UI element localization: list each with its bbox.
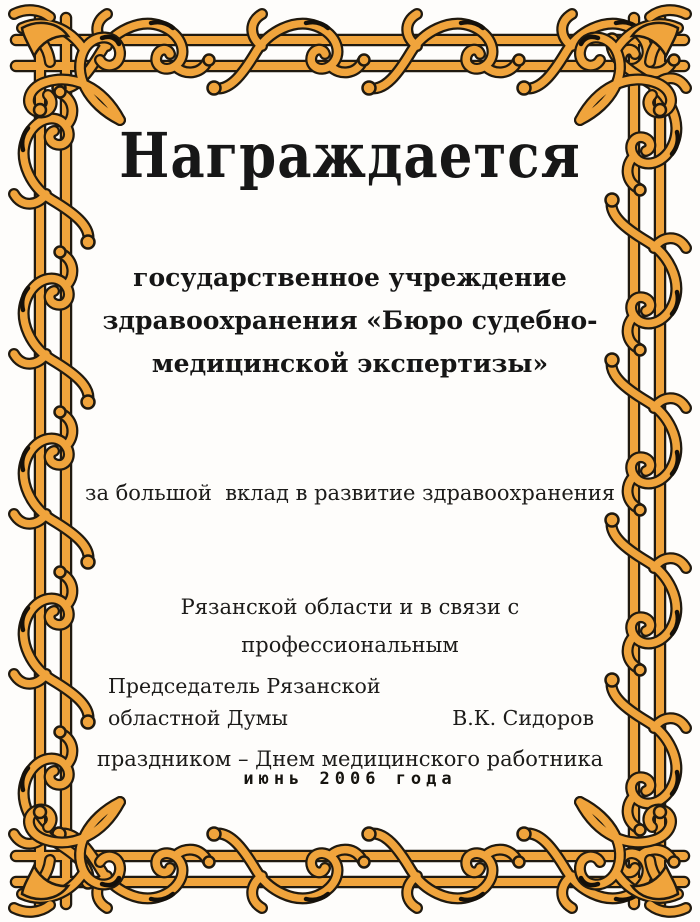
- award-date: июнь 2006 года: [243, 769, 457, 789]
- signatory-title-line: Председатель Рязанской: [108, 674, 381, 698]
- signatory-title-line: областной Думы: [108, 706, 288, 730]
- signature-row: [108, 670, 594, 734]
- reason-line: за большой вклад в развитие здравоохранения: [84, 481, 615, 505]
- recipient-line: здравоохранения «Бюро судебно-: [102, 306, 598, 335]
- signatory-title: [108, 670, 380, 734]
- recipient-line: медицинской экспертизы»: [151, 349, 549, 378]
- certificate-content: [84, 0, 615, 922]
- reason-line: Рязанской области и в связи с профессиональным: [180, 595, 526, 657]
- recipient-name: [92, 256, 608, 385]
- reason-line: праздником – Днем медицинского работника: [96, 747, 604, 771]
- signatory-name: В.К. Сидоров: [452, 706, 594, 730]
- recipient-line: государственное учреждение: [133, 263, 567, 292]
- certificate-title: Награждается: [119, 120, 581, 192]
